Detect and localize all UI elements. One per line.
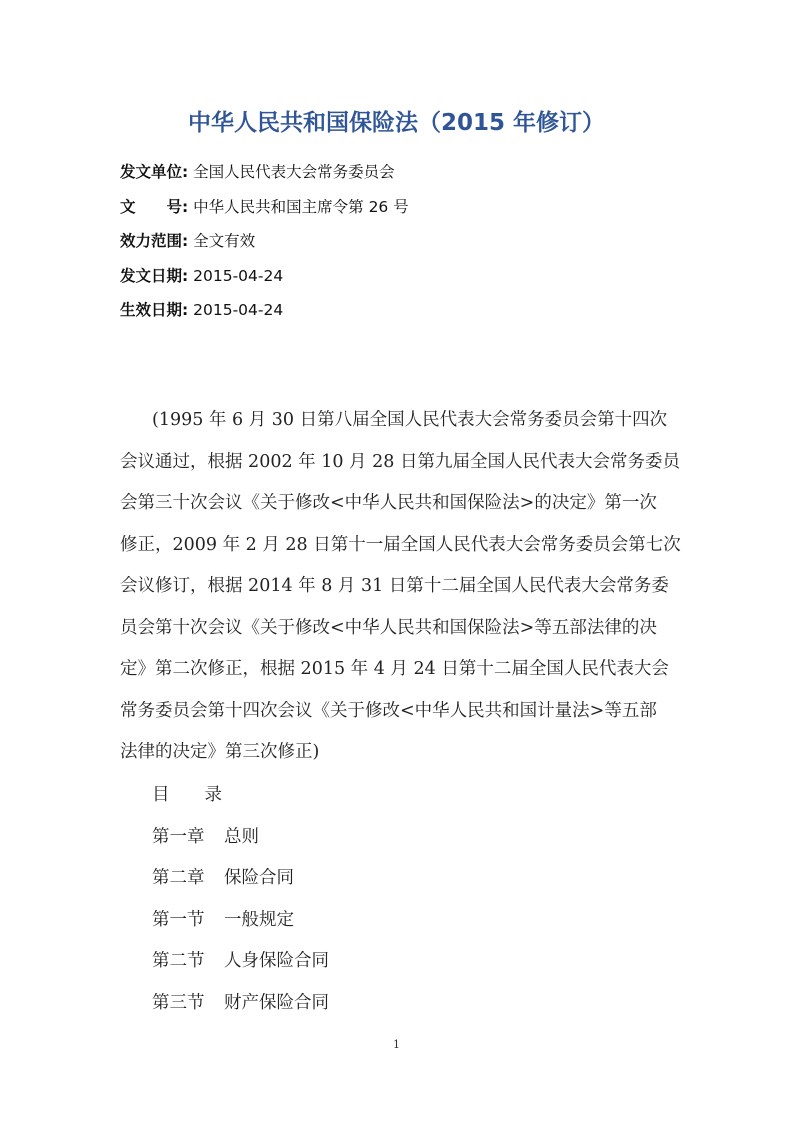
meta-label: 发文单位:	[120, 163, 189, 181]
preamble-paragraph	[120, 400, 680, 774]
preamble-line: 会第三十次会议《关于修改<中华人民共和国保险法>的决定》第一次	[120, 493, 657, 513]
meta-value: 全文有效	[193, 232, 256, 250]
preamble-line: 法律的决定》第三次修正)	[120, 742, 320, 762]
meta-label: 发文日期:	[120, 266, 189, 285]
meta-label: 生效日期:	[120, 301, 189, 319]
document-title: 中华人民共和国保险法（2015 年修订）	[187, 110, 606, 136]
preamble-line: 修正，2009 年 2 月 28 日第十一届全国人民代表大会常务委员会第七次	[120, 534, 681, 555]
toc-item	[152, 900, 672, 942]
toc-item-number: 第二节	[152, 951, 205, 971]
meta-value: 2015-04-24	[193, 301, 284, 319]
meta-value: 中华人民共和国主席令第 26 号	[193, 197, 409, 216]
toc-item	[152, 983, 672, 1025]
document-metadata	[120, 156, 680, 329]
meta-row-scope	[120, 225, 680, 260]
toc-item-name: 总则	[224, 826, 259, 847]
toc-item-number: 第一节	[152, 909, 205, 930]
table-of-contents	[152, 775, 672, 1024]
toc-item	[152, 817, 672, 859]
preamble-line: 会议通过，根据 2002 年 10 月 28 日第九届全国人民代表大会常务委员	[120, 451, 680, 472]
meta-row-issuer	[120, 156, 680, 191]
meta-row-doc-number	[120, 191, 680, 226]
toc-item-name: 财产保险合同	[224, 992, 329, 1013]
toc-item-name: 一般规定	[224, 909, 294, 930]
toc-item	[152, 858, 672, 900]
toc-item-number: 第三节	[152, 992, 205, 1013]
preamble-line: 定》第二次修正，根据 2015 年 4 月 24 日第十二届全国人民代表大会	[120, 659, 669, 679]
preamble-line: (1995 年 6 月 30 日第八届全国人民代表大会常务委员会第十四次	[152, 410, 668, 430]
meta-value: 2015-04-24	[193, 266, 284, 285]
preamble-line: 会议修订，根据 2014 年 8 月 31 日第十二届全国人民代表大会常务委	[120, 576, 669, 596]
toc-item-number: 第二章	[152, 868, 205, 888]
toc-item-name: 人身保险合同	[224, 951, 329, 971]
page-number: 1	[393, 1038, 400, 1051]
toc-item-name: 保险合同	[224, 868, 294, 888]
meta-row-issue-date	[120, 260, 680, 295]
meta-label: 文 号:	[120, 197, 189, 216]
toc-heading: 目 录	[152, 785, 222, 805]
meta-row-effective-date	[120, 294, 680, 329]
preamble-line: 常务委员会第十四次会议《关于修改<中华人民共和国计量法>等五部	[120, 700, 657, 721]
toc-item-number: 第一章	[152, 826, 205, 847]
meta-label: 效力范围:	[120, 232, 189, 250]
meta-value: 全国人民代表大会常务委员会	[193, 163, 395, 181]
toc-item	[152, 941, 672, 983]
preamble-line: 员会第十次会议《关于修改<中华人民共和国保险法>等五部法律的决	[120, 617, 657, 638]
